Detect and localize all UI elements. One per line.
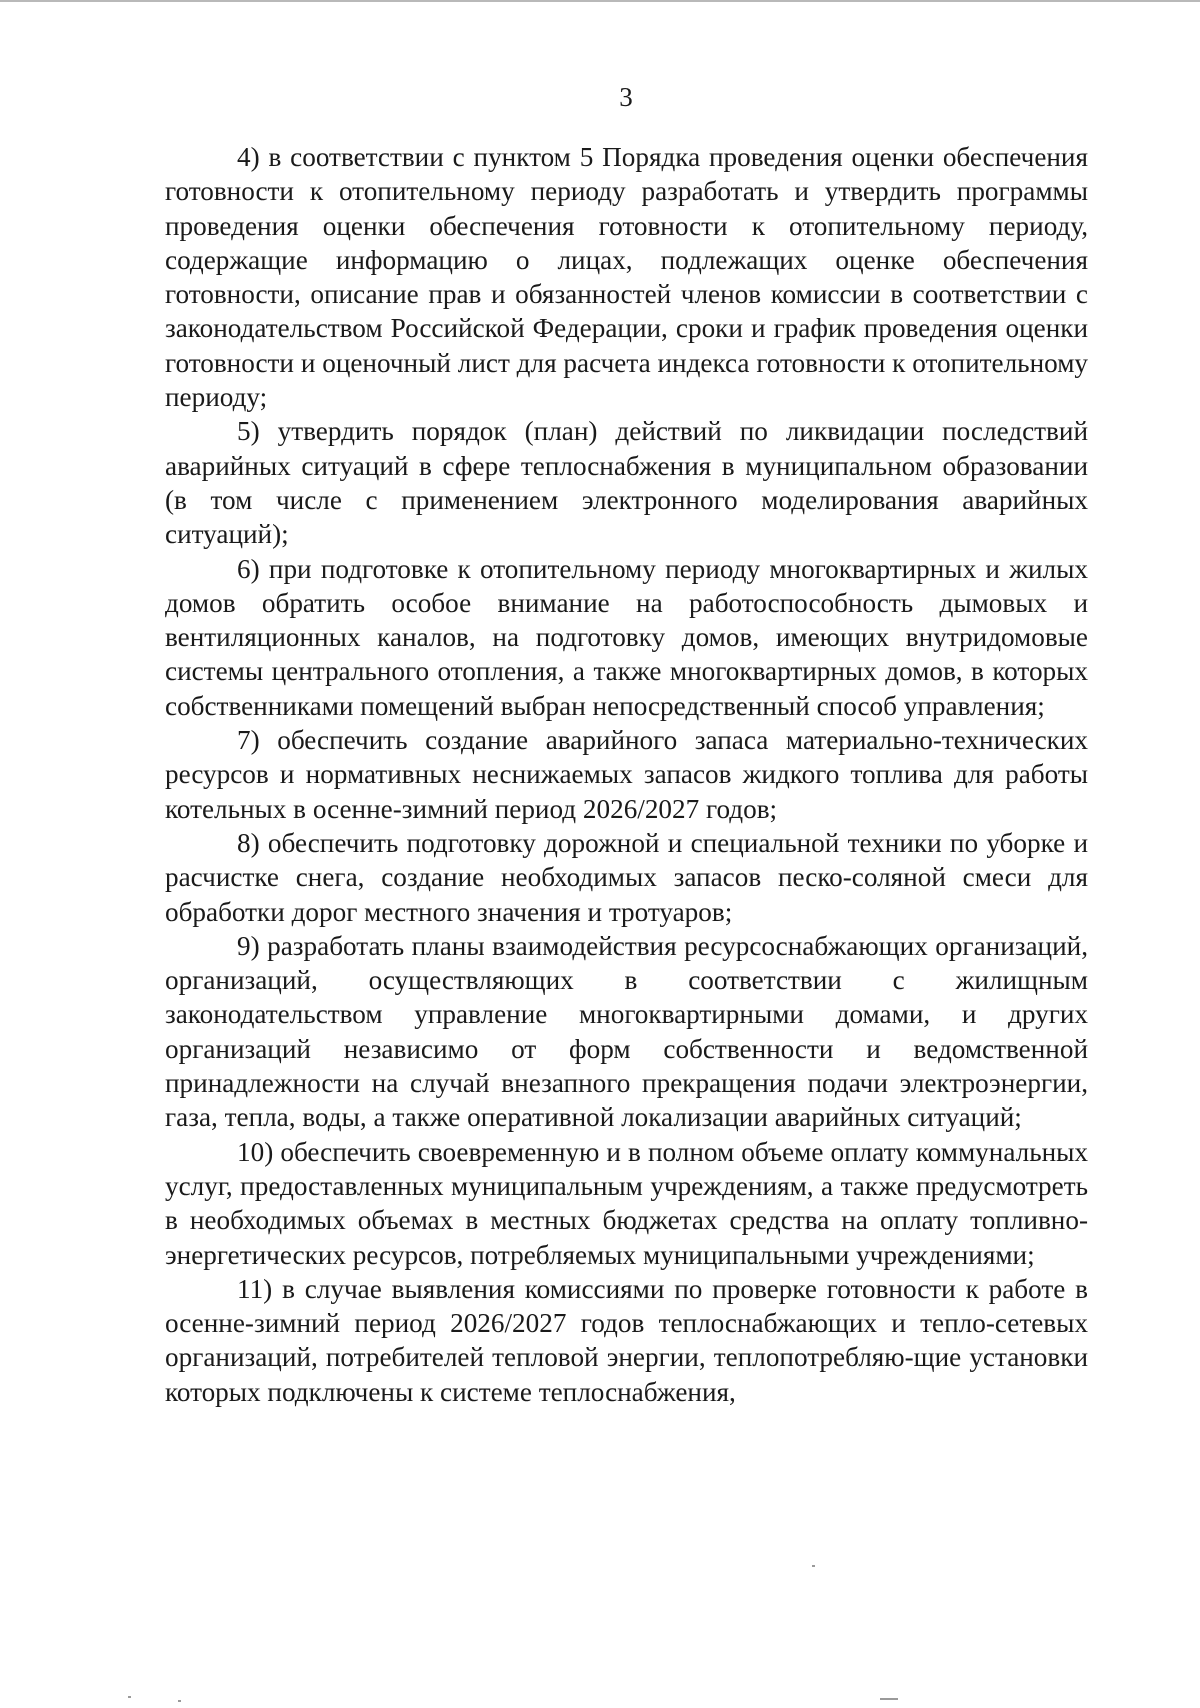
paragraph-item-11: 11) в случае выявления комиссиями по проверке готовности к работе в осенне-зимний период 2026/2027 годов теплоснабжающих и тепло-сетевых организаций, потребителей тепловой энергии, теплопотребляю-щие установки которых подключены к системе теплоснабжения, [165,1273,1088,1407]
scan-speck [880,1698,898,1700]
scan-speck [178,1700,181,1702]
paragraph-item-4: 4) в соответствии с пунктом 5 Порядка проведения оценки обеспечения готовности к отопительному периоду разработать и утвердить программы проведения оценки обеспечения готовности к отопительному периоду, содержащие информацию о лицах, подлежащих оценке обеспечения готовности, описание прав и обязанностей членов комиссии в соответствии с законодательством Российской Федерации, сроки и график проведения оценки готовности и оценочный лист для расчета индекса готовности к отопительному периоду; [165,142,1088,413]
document-body [165,140,1088,1409]
scan-speck [128,1696,131,1698]
paragraph-item-9: 9) разработать планы взаимодействия ресурсоснабжающих организаций, организаций, осуществляющих в соответствии с жилищным законодательством управление многоквартирными домами, и других организаций независимо от форм собственности и ведомственной принадлежности на случай внезапного прекращения подачи электроэнергии, газа, тепла, воды, а также оперативной локализации аварийных ситуаций; [165,930,1088,1133]
paragraph-item-6: 6) при подготовке к отопительному периоду многоквартирных и жилых домов обратить особое внимание на работоспособность дымовых и вентиляционных каналов, на подготовку домов, имеющих внутридомовые системы центрального отопления, а также многоквартирных домов, в которых собственниками помещений выбран непосредственный способ управления; [165,553,1088,721]
page-number: 3 [619,82,633,112]
scan-speck [812,1565,815,1567]
paragraph-item-10: 10) обеспечить своевременную и в полном объеме оплату коммунальных услуг, предоставленных муниципальным учреждениям, а также предусмотреть в необходимых объемах в местных бюджетах средства на оплату топливно-энергетических ресурсов, потребляемых муниципальными учреждениями; [165,1136,1088,1270]
paragraph-item-7: 7) обеспечить создание аварийного запаса материально-технических ресурсов и нормативных неснижаемых запасов жидкого топлива для работы котельных в осенне-зимний период 2026/2027 годов; [165,725,1088,824]
paragraph-item-8: 8) обеспечить подготовку дорожной и специальной техники по уборке и расчистке снега, создание необходимых запасов песко-соляной смеси для обработки дорог местного значения и тротуаров; [165,827,1088,927]
scan-top-edge [0,0,1200,2]
paragraph-item-5: 5) утвердить порядок (план) действий по ликвидации последствий аварийных ситуаций в сфере теплоснабжения в муниципальном образовании (в том числе с применением электронного моделирования аварийных ситуаций); [165,416,1088,550]
